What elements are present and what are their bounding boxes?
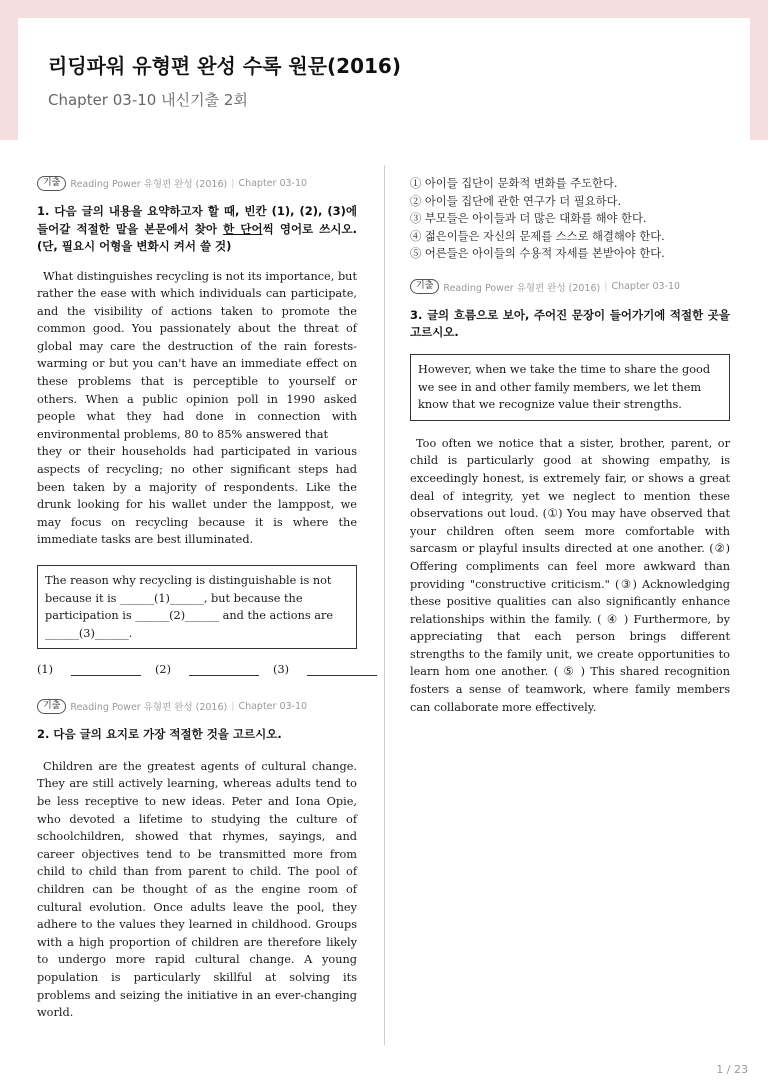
choice-5[interactable]: ⑤ 어른들은 아이들의 수용적 자세를 본받아야 한다. [410,247,665,261]
separator: | [604,281,608,293]
page-number: 1 / 23 [716,1063,748,1076]
source-label: Reading Power 유형편 완성 (2016) [70,702,228,714]
exam-tag: 기출 [37,176,66,191]
question-1-title [37,203,357,256]
header-card [18,18,750,140]
choice-2[interactable]: ② 아이들 집단에 관한 연구가 더 필요하다. [410,194,622,208]
blank-line [189,663,259,676]
choice-4[interactable]: ④ 젊은이들은 자신의 문제를 스스로 해결해야 한다. [410,229,665,243]
question-1-meta [37,175,357,191]
blank-label: (2) [155,663,172,677]
question-3-title: 3. 글의 흐름으로 보아, 주어진 문장이 들어가기에 적절한 곳을 고르시오. [410,307,730,340]
right-column [410,175,730,716]
blank-label: (3) [273,663,290,677]
question-1-title-part: 씩 영어로 쓰시오. (단, 필요시 어형을 변화시 켜서 쓸 것) [37,221,357,253]
answer-blank[interactable] [155,663,259,676]
left-column [37,175,357,1022]
separator: | [231,177,235,189]
blank-line [307,663,377,676]
chapter-label: Chapter 03-10 [238,177,308,189]
answer-blanks [37,663,357,676]
exam-tag: 기출 [410,279,439,294]
exam-tag: 기출 [37,699,66,714]
choice-3[interactable]: ③ 부모들은 아이들과 더 많은 대화를 해야 한다. [410,212,647,226]
blank-line [71,663,141,676]
chapter-label: Chapter 03-10 [611,281,681,293]
question-1-title-part: 1. 다음 글의 내용을 요약하고자 할 때, 빈칸 (1), (2), (3)에 들어갈 적절한 말을 본문에서 찾아 [37,204,357,236]
separator: | [231,700,235,712]
question-2-passage: Children are the greatest agents of cultural change. They are still actively learning, whereas adults tend to be less receptive to new ideas. Peter and Iona Opie, who devoted a lifetime to studying the culture of schoolchildren, showed that rhymes, sayings, and career objectives tend to be transmitted more from child to child than from parent to child. The pool of children can be thought of as the engine room of cultural evolution. Once adults leave the pool, they adhere to the values they learned in childhood. Groups with a high proportion of children are therefore likely to undergo more rapid cultural change. A young population is particularly skillful at solving its problems and seizing the initiative in an ever-changing world. [37,759,357,1020]
question-3-passage: Too often we notice that a sister, brother, parent, or child is particularly good at showing empathy, is exceedingly honest, is extremely fair, or shows a great deal of integrity, yet we neglect to mention these observations out loud. (①) You may have observed that your children often seem more comfortable with sarcasm or playful insults directed at one another. (②) Offering compliments can feel more awkward than providing "constructive criticism." (③) Acknowledging these positive qualities can also significantly enhance relationships within the family. ( ④ ) Furthermore, by appreciating that each person brings different strengths to the family unit, we create opportunities to learn hom one another. ( ⑤ ) This shared recognition fosters a sense of teamwork, where family members can collaborate more effectively. [410,436,730,714]
source-label: Reading Power 유형편 완성 (2016) [443,282,601,294]
question-1-title-underlined: 한 단어 [223,221,263,236]
question-1-passage: What distinguishes recycling is not its importance, but rather the ease with which individuals can participate, and the visibility of actions taken to promote the common good. You passionately about the threat of global may care the destruction of the rain forests- warming or but you can't have an immediate effect on these problems that is perceptible to yourself or others. When a public opinion poll in 1990 asked people what they had done in connection with environmental problems, 80 to 85% answered that [37,269,357,441]
choice-1[interactable]: ① 아이들 집단이 문화적 변화를 주도한다. [410,177,618,190]
question-2-title: 2. 다음 글의 요지로 가장 적절한 것을 고르시오. [37,727,282,742]
document-subtitle: Chapter 03-10 내신기출 2회 [48,91,248,109]
source-label: Reading Power 유형편 완성 (2016) [70,179,228,190]
answer-blank[interactable] [37,663,141,676]
question-1-passage-continued: they or their households had participated in various aspects of recycling; no other significant steps had been taken by a majority of respondents. Like the drunk looking for his wallet under the lamppost, we may focus on recycling because it is where the immediate tasks are best illuminated. [37,445,357,547]
document-title: 리딩파워 유형편 완성 수록 원문(2016) [48,54,401,78]
question-2-meta [37,698,357,714]
column-divider [384,165,385,1045]
question-3-meta [410,279,730,295]
given-sentence-box: However, when we take the time to share the good we see in and other family members, we let them know that we recognize value their strengths. [410,354,730,421]
blank-label: (1) [37,663,54,677]
chapter-label: Chapter 03-10 [238,700,308,712]
answer-blank[interactable] [273,663,377,676]
summary-box: The reason why recycling is distinguishable is not because it is ______(1)______, but because the participation is ______(2)______ and the actions are ______(3)______. [37,565,357,649]
